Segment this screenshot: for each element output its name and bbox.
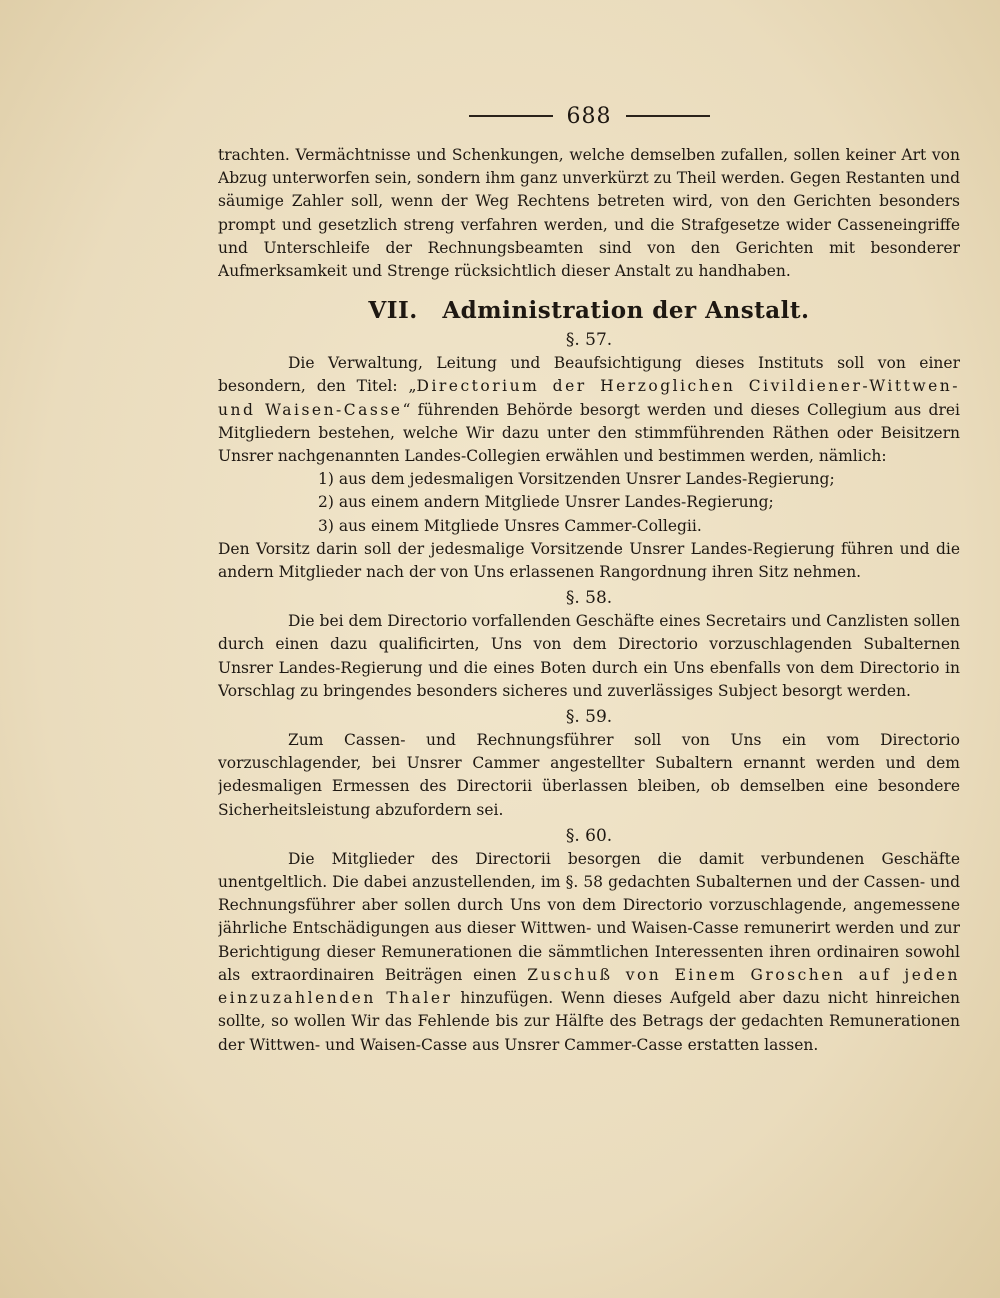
paragraph-number-58: §. 58. [565, 588, 613, 609]
paragraph-59-text: Zum Cassen- und Rechnungsführer soll von Uns ein vom Directorio vorzuschlagender, bei Unsrer Cammer angestellter Subaltern ernannt werden und dem jedesmaligen Ermessen des Directorii überlassen bleiben, ob demselben eine besondere Sicherheitsleistung abzufordern sei. [218, 731, 960, 819]
paragraph-57-closing: Den Vorsitz darin soll der jedesmalige Vorsitzende Unsrer Landes-Regierung führen und die andern Mitglieder nach der von Uns erlassenen Rangordnung ihren Sitz nehmen. [218, 539, 960, 582]
paragraph-continuation: trachten. Vermächtnisse und Schenkungen, welche demselben zufallen, sollen keiner Art von Abzug unterworfen sein, sondern ihm ganz unverkürzt zu Theil werden. Gegen Restanten und säumige Zahler soll, wenn der Weg Rechtens betreten wird, von den Gerichten besonders prompt und gesetzlich streng verfahren werden, und die Strafgesetze wider Casseneingriffe und Unterschleife der Rechnungsbeamten sind von den Gerichten mit besonderer Aufmerksamkeit und Strenge rücksichtlich dieser Anstalt zu handhaben. [218, 146, 960, 281]
section-roman-numeral: VII. [368, 297, 418, 325]
member-list-item: 3) aus einem Mitgliede Unsres Cammer-Collegii. [318, 516, 702, 535]
paragraph-number-60: §. 60. [565, 825, 613, 846]
header-rule-right [626, 115, 710, 117]
member-list-item: 2) aus einem andern Mitgliede Unsrer Landes-Regierung; [318, 493, 774, 512]
page-number: 688 [566, 103, 612, 129]
paragraph-60-text-after: hinzufügen. Wenn dieses Aufgeld aber dazu nicht hinreichen sollte, so wollen Wir das Fehlende bis zur Hälfte des Betrags der gedachten Remunerationen der Wittwen- und Waisen-Casse aus Unsrer Cammer-Casse erstatten lassen. [218, 989, 960, 1054]
paragraph-57-intro-before: Die Verwaltung, Leitung und Beaufsichtigung dieses Instituts soll von einer besondern, den Titel: „ [218, 354, 960, 396]
paragraph-58-text: Die bei dem Directorio vorfallenden Geschäfte eines Secretairs und Canzlisten sollen durch einen dazu qualificirten, Uns von dem Directorio vorzuschlagenden Subalternen Unsrer Landes-Regierung und die eines Boten durch ein Uns ebenfalls von dem Directorio in Vorschlag zu bringendes besonders sicheres und zuverlässiges Subject besorgt werden. [218, 612, 960, 700]
member-list [218, 468, 960, 538]
paragraph-60-text [218, 848, 960, 1057]
page-content [218, 96, 960, 1057]
surcharge-phrase: Zuschuß von Einem Groschen auf jeden einzuzahlenden Thaler [218, 965, 960, 1008]
paragraph-number-57: §. 57. [565, 330, 613, 351]
section-title: Administration der Anstalt. [442, 297, 810, 325]
section-heading [218, 297, 960, 324]
paragraph-number-59: §. 59. [565, 707, 613, 728]
page-header [218, 96, 960, 136]
paragraph-60-text-before: Die Mitglieder des Directorii besorgen die damit verbundenen Geschäfte unentgeltlich. Die dabei anzustellenden, im §. 58 gedachten Subalternen und der Cassen- und Rechnungsführer aber sollen durch Uns von dem Directorio vorzuschlagende, angemessene jährliche Entschädigungen aus dieser Wittwen- und Waisen-Casse remunerirt werden und zur Berichtigung dieser Remunerationen die sämmtlichen Interessenten ihren ordinairen sowohl als extraordinairen Beiträgen einen [218, 849, 960, 984]
member-list-item: 1) aus dem jedesmaligen Vorsitzenden Unsrer Landes-Regierung; [318, 470, 835, 489]
paragraph-57-intro-after: “ führenden Behörde besorgt werden und dieses Collegium aus drei Mitgliedern bestehen, welche Wir dazu unter den stimmführenden Räthen oder Beisitzern Unsrer nachgenannten Landes-Collegien erwählen und bestimmen werden, nämlich: [218, 400, 960, 466]
paragraph-57-intro [218, 352, 960, 468]
header-rule-left [469, 115, 553, 117]
directorium-title: Directorium der Herzoglichen Civildiener-Wittwen- und Waisen-Casse [218, 377, 960, 419]
